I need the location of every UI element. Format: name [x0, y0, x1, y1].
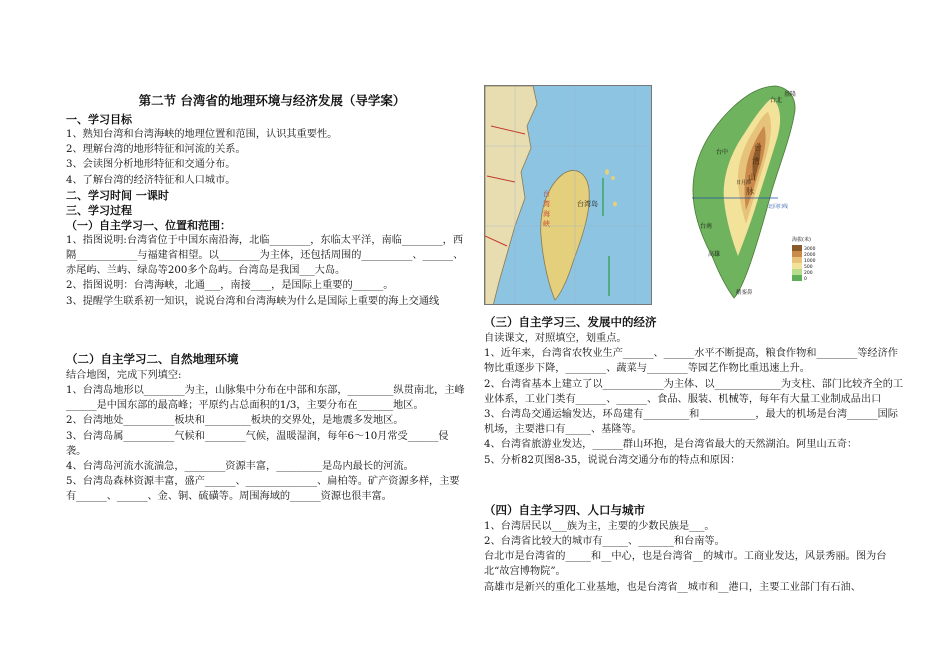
- legend-value: 3000: [804, 247, 816, 252]
- part3-question: 1、近年来，台湾省农牧业生产______、______水平不断提高，粮食作物和________等经济作物比重逐步下降，________、蔬菜与________等园艺作物比重迅速上升。: [484, 348, 898, 375]
- left-column: [66, 92, 468, 505]
- goal-item: 2、理解台湾的地形特征和河流的关系。: [66, 144, 246, 156]
- legend-value: 500: [804, 265, 813, 270]
- map-label-range-char: 台: [754, 143, 762, 152]
- taiwan-location-map: [484, 85, 652, 305]
- part2-question: 5、台湾岛森林资源丰富，盛产______、______________、扁柏等。矿产资源多样，主要有______、______、金、铜、硫磺等。周围海域的______资源也很丰富。: [66, 476, 460, 503]
- part2-heading: （二）自主学习二、自然地理环境: [66, 351, 239, 366]
- map-label-strait-char: 海: [543, 210, 550, 218]
- goal-item: 1、熟知台湾和台湾海峡的地理位置和范围，认识其重要性。: [66, 129, 338, 140]
- goal-item: 4、了解台湾的经济特征和人口城市。: [66, 174, 236, 186]
- legend-swatch: [792, 257, 802, 263]
- taiwan-location-map-graphic: [485, 86, 652, 305]
- part3-question: 5、分析82页图8-35，说说台湾交通分布的特点和原因：: [484, 454, 741, 466]
- part2-question: 3、台湾岛属__________气候和________气候，温暖湿润，每年6～10月常受______侵袭。: [66, 430, 449, 457]
- part3-question: 3、台湾岛交通运输发达，环岛建有_________和___________，最大的机场是台湾______国际机场，主要港口有_____、基隆等。: [484, 409, 898, 436]
- legend-value: 200: [804, 271, 813, 276]
- legend-value: 1000: [804, 259, 816, 264]
- legend-value: 2000: [804, 253, 816, 258]
- part3-question: 4、台湾省旅游业发达，______群山环抱，是台湾省最大的天然湖泊。阿里山五奇：: [484, 439, 858, 451]
- map-label-strait-char: 湾: [543, 200, 550, 208]
- map-label-range-char: 山: [748, 173, 756, 182]
- legend-swatch: [792, 263, 802, 269]
- legend-title: 海拔(米): [792, 237, 811, 243]
- section-goals-heading: 一、学习目标: [66, 113, 132, 126]
- part3-intro: 自读课文，对照填空，划重点。: [484, 333, 627, 344]
- taiwan-relief-map: [672, 80, 822, 305]
- map-label-lake: 日月潭: [736, 180, 752, 186]
- part2-question: 2、台湾地处__________板块和_________板块的交界处，是地震多发地区。: [66, 415, 404, 427]
- map-label-strait-char: 峡: [543, 220, 550, 228]
- map-label-tropic-line: 北回归线: [768, 204, 789, 210]
- part1-question: 1、指图说明:台湾省位于中国东南沿海，北临________，东临太平洋，南临________，西隔____________与福建省相望。以________为主体，还包括周围的__________、______、赤尾屿、兰屿、绿岛等200多个岛屿。台湾岛是我国___大岛。: [66, 234, 464, 277]
- legend-swatch: [792, 275, 802, 281]
- part4-question: 高雄市是新兴的重化工业基地，也是台湾省__城市和__港口，主要工业部门有石油、: [484, 581, 861, 593]
- part4-question: 2、台湾省比较大的城市有_____、_______和台南等。: [484, 536, 725, 548]
- map-label-city: 台中: [716, 149, 729, 156]
- map-label-range-char: 脉: [746, 187, 754, 196]
- legend-swatch: [792, 269, 802, 275]
- part4-question: 台北市是台湾省的_____和__中心，也是台湾省__的城市。工商业发达，风景秀丽。图为台北“故宫博物院”。: [484, 551, 887, 578]
- map-label-range-char: 湾: [752, 157, 760, 166]
- map-label-city: 高雄: [708, 251, 721, 258]
- part1-heading: （一）自主学习一、位置和范围：: [66, 218, 231, 232]
- section-process-heading: 三、学习过程: [66, 203, 132, 217]
- page-title: 第二节 台湾省的地理环境与经济发展（导学案）: [138, 93, 406, 108]
- map-label-city: 台南: [700, 223, 713, 230]
- part2-question: 4、台湾岛河流水流湍急，________资源丰富，_________是岛内最长的河流。: [66, 461, 414, 473]
- part3-heading: （三）自主学习三、发展中的经济: [484, 315, 657, 329]
- part2-intro: 结合地图，完成下列填空:: [66, 369, 182, 381]
- goal-item: 3、会读图分析地形特征和交通分布。: [66, 159, 236, 171]
- map-label-taiwan-island: 台湾岛: [577, 200, 598, 208]
- map-label-city: 基隆: [784, 91, 797, 98]
- part1-question: 3、提醒学生联系初一知识，说说台湾和台湾海峡为什么是国际上重要的海上交通线: [66, 295, 440, 307]
- part4-heading: （四）自主学习四、人口与城市: [484, 502, 645, 517]
- part1-question: 2、指图说明：台湾海峡，北通___，南接____，是国际上重要的______。: [66, 280, 394, 292]
- map-label-city: 台北: [770, 97, 783, 104]
- legend-swatch: [792, 251, 802, 257]
- map-label-cape: 鹅銮鼻: [736, 290, 753, 296]
- section-time-heading: 二、学习时间 一课时: [66, 188, 169, 202]
- map-label-strait-char: 台: [543, 190, 550, 198]
- legend-value: 0: [804, 277, 807, 282]
- right-column: [484, 314, 904, 595]
- legend-swatch: [792, 245, 802, 251]
- part2-question: 1、台湾岛地形以________为主，山脉集中分布在中部和东部，_________纵贯南北，主峰______是中国东部的最高峰；平原约占总面积的1/3，主要分布在_______地区。: [66, 385, 465, 412]
- part4-question: 1、台湾居民以___族为主，主要的少数民族是___。: [484, 520, 715, 532]
- taiwan-relief-map-graphic: [672, 80, 822, 305]
- part3-question: 2、台湾省基本上建立了以____________为主体、以_____________为支柱、部门比较齐全的工业体系，工业门类有______、______、食品、服装、机械等，每年有大量工业制成品出口: [484, 378, 904, 405]
